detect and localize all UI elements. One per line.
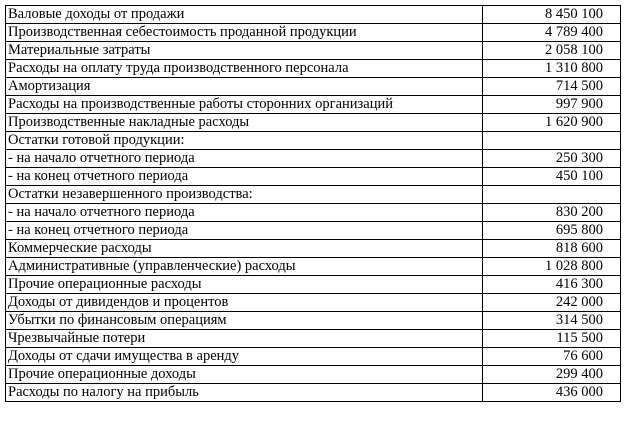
row-value: 250 300 xyxy=(483,150,621,168)
table-row xyxy=(6,60,621,78)
row-value: 2 058 100 xyxy=(483,42,621,60)
table-row xyxy=(6,150,621,168)
row-value: 830 200 xyxy=(483,204,621,222)
row-value: 1 028 800 xyxy=(483,258,621,276)
row-label: Прочие операционные расходы xyxy=(6,276,483,294)
table-row xyxy=(6,42,621,60)
row-value: 4 789 400 xyxy=(483,24,621,42)
row-label: Доходы от дивидендов и процентов xyxy=(6,294,483,312)
table-row xyxy=(6,96,621,114)
table-row xyxy=(6,114,621,132)
row-value: 1 310 800 xyxy=(483,60,621,78)
row-label: Чрезвычайные потери xyxy=(6,330,483,348)
table-row xyxy=(6,240,621,258)
row-label: Расходы на производственные работы сторонних организаций xyxy=(6,96,483,114)
table-row xyxy=(6,312,621,330)
row-label: Расходы по налогу на прибыль xyxy=(6,384,483,402)
table-row xyxy=(6,294,621,312)
row-value: 997 900 xyxy=(483,96,621,114)
row-value: 450 100 xyxy=(483,168,621,186)
table-row xyxy=(6,348,621,366)
table-row-section-header xyxy=(6,132,621,150)
row-label: - на конец отчетного периода xyxy=(6,222,483,240)
table-row xyxy=(6,384,621,402)
row-label: Административные (управленческие) расходы xyxy=(6,258,483,276)
financial-data-table xyxy=(5,5,621,402)
row-label: - на начало отчетного периода xyxy=(6,204,483,222)
row-label: Коммерческие расходы xyxy=(6,240,483,258)
row-label: Валовые доходы от продажи xyxy=(6,6,483,24)
row-label: - на начало отчетного периода xyxy=(6,150,483,168)
row-label: Убытки по финансовым операциям xyxy=(6,312,483,330)
table-row xyxy=(6,24,621,42)
table-row xyxy=(6,204,621,222)
row-value: 299 400 xyxy=(483,366,621,384)
row-label: Материальные затраты xyxy=(6,42,483,60)
row-value: 818 600 xyxy=(483,240,621,258)
row-value: 695 800 xyxy=(483,222,621,240)
table-row xyxy=(6,258,621,276)
row-label: Остатки готовой продукции: xyxy=(6,132,483,150)
row-value: 714 500 xyxy=(483,78,621,96)
row-value: 1 620 900 xyxy=(483,114,621,132)
row-value xyxy=(483,186,621,204)
row-value: 242 000 xyxy=(483,294,621,312)
row-label: Амортизация xyxy=(6,78,483,96)
table-row xyxy=(6,330,621,348)
row-value: 76 600 xyxy=(483,348,621,366)
row-value xyxy=(483,132,621,150)
table-row xyxy=(6,366,621,384)
table-row-section-header xyxy=(6,186,621,204)
row-label: - на конец отчетного периода xyxy=(6,168,483,186)
table-row xyxy=(6,78,621,96)
row-value: 436 000 xyxy=(483,384,621,402)
row-label: Прочие операционные доходы xyxy=(6,366,483,384)
table-body xyxy=(6,6,621,402)
table-row xyxy=(6,222,621,240)
row-label: Остатки незавершенного производства: xyxy=(6,186,483,204)
row-label: Производственные накладные расходы xyxy=(6,114,483,132)
row-label: Расходы на оплату труда производственного персонала xyxy=(6,60,483,78)
table-row xyxy=(6,6,621,24)
row-value: 314 500 xyxy=(483,312,621,330)
row-value: 416 300 xyxy=(483,276,621,294)
table-row xyxy=(6,168,621,186)
row-label: Доходы от сдачи имущества в аренду xyxy=(6,348,483,366)
row-label: Производственная себестоимость проданной продукции xyxy=(6,24,483,42)
row-value: 8 450 100 xyxy=(483,6,621,24)
row-value: 115 500 xyxy=(483,330,621,348)
table-row xyxy=(6,276,621,294)
